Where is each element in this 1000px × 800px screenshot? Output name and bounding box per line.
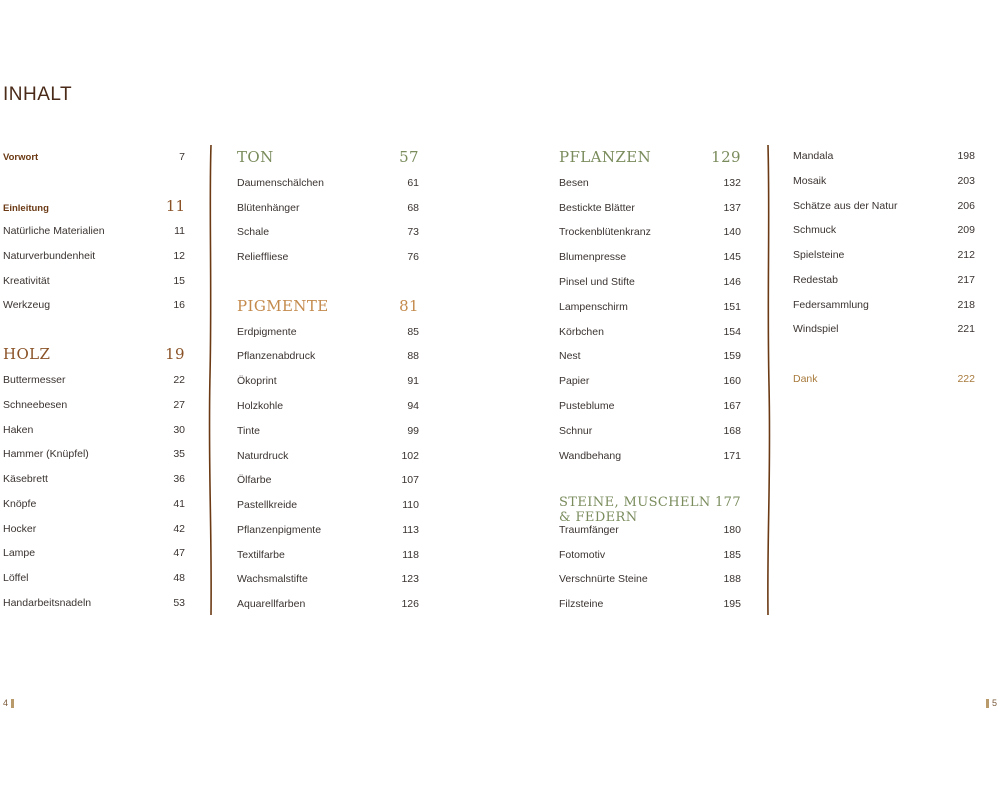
- toc-entry[interactable]: [3, 250, 185, 262]
- toc-entry-label: Ökoprint: [237, 375, 277, 387]
- toc-entry[interactable]: [559, 450, 741, 462]
- page-number-left: [3, 698, 14, 708]
- toc-entry-label: Vorwort: [3, 152, 39, 163]
- toc-entry[interactable]: [3, 448, 185, 460]
- toc-entry[interactable]: [3, 225, 185, 237]
- toc-entry-page: 22: [173, 374, 185, 386]
- toc-entry-label: Textilfarbe: [237, 549, 285, 561]
- toc-entry[interactable]: [559, 549, 741, 561]
- toc-entry[interactable]: [559, 598, 741, 610]
- toc-entry-label: Wandbehang: [559, 450, 622, 462]
- toc-entry[interactable]: [559, 524, 741, 536]
- toc-entry[interactable]: [559, 301, 741, 313]
- toc-entry-label: Dank: [793, 373, 818, 385]
- toc-entry-label: Reliefﬂiese: [237, 251, 289, 263]
- toc-entry-label: Besen: [559, 177, 589, 189]
- toc-entry-label: Trockenblütenkranz: [559, 226, 651, 238]
- toc-entry-page: 217: [957, 274, 975, 286]
- toc-entry-page: 7: [179, 151, 185, 163]
- toc-entry-page: 41: [173, 498, 185, 510]
- toc-entry[interactable]: [559, 251, 741, 263]
- toc-entry-label: Lampe: [3, 547, 36, 559]
- toc-entry-page: 151: [723, 301, 741, 313]
- toc-entry-label: Käsebrett: [3, 473, 48, 485]
- toc-entry-page: 35: [173, 448, 185, 460]
- toc-entry[interactable]: [237, 177, 419, 189]
- toc-entry-label: Pﬂanzenabdruck: [237, 350, 316, 362]
- toc-entry-page: 76: [407, 251, 419, 263]
- toc-entry[interactable]: [3, 597, 185, 609]
- toc-entry-page: 203: [957, 175, 975, 187]
- toc-entry[interactable]: [559, 425, 741, 437]
- toc-entry-page: 91: [407, 375, 419, 387]
- section-heading-pigmente[interactable]: [237, 297, 419, 315]
- toc-entry-page: 195: [723, 598, 741, 610]
- section-heading-label: TON: [237, 148, 274, 166]
- toc-entry[interactable]: [559, 276, 741, 288]
- toc-entry[interactable]: [237, 450, 419, 462]
- toc-entry-label: Mandala: [793, 150, 834, 162]
- toc-entry-label: Pusteblume: [559, 400, 615, 412]
- toc-entry-page: 206: [957, 200, 975, 212]
- section-heading-ton[interactable]: [237, 148, 419, 166]
- toc-entry-page: 110: [402, 499, 419, 511]
- toc-entry-page: 85: [407, 326, 419, 338]
- toc-entry-page: 221: [957, 323, 975, 335]
- toc-entry-page: 140: [723, 226, 741, 238]
- toc-entry[interactable]: [793, 299, 975, 311]
- column-divider: [208, 145, 214, 615]
- toc-entry-page: 30: [173, 424, 185, 436]
- toc-entry-page: 102: [401, 450, 419, 462]
- toc-entry-page: 12: [173, 250, 185, 262]
- toc-entry[interactable]: [793, 175, 975, 187]
- toc-entry-page: 42: [173, 523, 185, 535]
- toc-entry[interactable]: [3, 424, 185, 436]
- toc-entry-label: Tinte: [237, 425, 260, 437]
- toc-entry-page: 11: [165, 197, 185, 215]
- toc-entry[interactable]: [237, 425, 419, 437]
- toc-entry-label: Kreativität: [3, 275, 50, 287]
- toc-entry[interactable]: [559, 326, 741, 338]
- toc-entry-label: Redestab: [793, 274, 838, 286]
- toc-entry-label: Federsammlung: [793, 299, 869, 311]
- toc-entry-label: Hocker: [3, 523, 37, 535]
- toc-entry-page: 180: [723, 524, 741, 536]
- toc-entry-label: Aquarellfarben: [237, 598, 306, 610]
- toc-entry-label: Pﬂanzenpigmente: [237, 524, 322, 536]
- page-number-value: 4: [3, 698, 9, 708]
- toc-entry-page: 99: [407, 425, 419, 437]
- toc-entry-label: Filzsteine: [559, 598, 604, 610]
- toc-entry-page: 198: [957, 150, 975, 162]
- toc-entry-label: Schätze aus der Natur: [793, 200, 898, 212]
- toc-entry-page: 154: [723, 326, 741, 338]
- toc-entry-page: 126: [401, 598, 419, 610]
- toc-entry[interactable]: [793, 249, 975, 261]
- toc-entry-label: Fotomotiv: [559, 549, 606, 561]
- toc-entry-page: 159: [723, 350, 741, 362]
- toc-entry-label: Schmuck: [793, 224, 837, 236]
- toc-entry-page: 118: [402, 549, 419, 561]
- toc-entry[interactable]: [793, 224, 975, 236]
- toc-entry-label: Buttermesser: [3, 374, 66, 386]
- toc-entry-label: Hammer (Knüpfel): [3, 448, 89, 460]
- toc-entry-label: Schale: [237, 226, 270, 238]
- toc-entry[interactable]: [3, 572, 185, 584]
- toc-entry-label: Mosaik: [793, 175, 827, 187]
- toc-entry-label: Pastellkreide: [237, 499, 298, 511]
- toc-entry-dank[interactable]: [793, 373, 975, 385]
- section-heading-page: 177: [714, 495, 741, 510]
- toc-entry-label: Handarbeitsnadeln: [3, 597, 92, 609]
- toc-entry-page: 145: [723, 251, 741, 263]
- toc-entry[interactable]: [3, 498, 185, 510]
- toc-entry-label: Windspiel: [793, 323, 839, 335]
- toc-entry-page: 222: [957, 373, 975, 385]
- toc-entry-page: 218: [957, 299, 975, 311]
- toc-entry-label: Spielsteine: [793, 249, 845, 261]
- toc-entry-page: 47: [173, 547, 185, 559]
- toc-entry[interactable]: [559, 400, 741, 412]
- page-number-right: [986, 698, 997, 708]
- toc-entry-label: Ölfarbe: [237, 474, 272, 486]
- toc-entry[interactable]: [237, 202, 419, 214]
- toc-entry-page: 146: [723, 276, 741, 288]
- page-title: INHALT: [3, 84, 73, 105]
- toc-entry-page: 171: [723, 450, 741, 462]
- toc-entry-page: 15: [173, 275, 185, 287]
- toc-entry-einleitung[interactable]: [3, 197, 185, 215]
- section-heading-page: 81: [399, 297, 419, 315]
- toc-entry-label: Blumenpresse: [559, 251, 627, 263]
- section-heading-pflanzen[interactable]: [559, 148, 741, 166]
- section-heading-page: 129: [711, 148, 741, 166]
- toc-entry[interactable]: [3, 473, 185, 485]
- page-marker-bar: [11, 699, 14, 708]
- toc-entry-label: Papier: [559, 375, 590, 387]
- section-heading-holz[interactable]: [3, 345, 185, 363]
- toc-entry-label: Körbchen: [559, 326, 604, 338]
- toc-entry[interactable]: [237, 573, 419, 585]
- toc-entry-page: 88: [407, 350, 419, 362]
- toc-entry[interactable]: [559, 226, 741, 238]
- toc-entry[interactable]: [237, 400, 419, 412]
- toc-entry-page: 168: [723, 425, 741, 437]
- toc-entry[interactable]: [3, 275, 185, 287]
- toc-entry[interactable]: [793, 200, 975, 212]
- toc-entry[interactable]: [237, 375, 419, 387]
- toc-entry[interactable]: [3, 523, 185, 535]
- toc-entry[interactable]: [793, 274, 975, 286]
- toc-entry-label: Naturdruck: [237, 450, 289, 462]
- toc-entry-page: 36: [173, 473, 185, 485]
- toc-entry-page: 188: [723, 573, 741, 585]
- toc-entry-label: Einleitung: [3, 203, 49, 214]
- toc-entry[interactable]: [3, 399, 185, 411]
- toc-entry-label: Lampenschirm: [559, 301, 628, 313]
- toc-entry[interactable]: [3, 299, 185, 311]
- toc-entry-page: 48: [173, 572, 185, 584]
- toc-entry-page: 113: [402, 524, 419, 536]
- toc-entry[interactable]: [559, 350, 741, 362]
- toc-entry-page: 209: [957, 224, 975, 236]
- toc-entry-page: 53: [173, 597, 185, 609]
- toc-entry[interactable]: [793, 323, 975, 335]
- toc-entry-label: Verschnürte Steine: [559, 573, 648, 585]
- section-heading-label: HOLZ: [3, 345, 51, 363]
- toc-entry-label: Wachsmalstifte: [237, 573, 308, 585]
- toc-entry-label: Knöpfe: [3, 498, 37, 510]
- toc-entry-page: 94: [407, 400, 419, 412]
- toc-entry[interactable]: [237, 326, 419, 338]
- toc-entry-page: 185: [723, 549, 741, 561]
- toc-entry-label: Natürliche Materialien: [3, 225, 105, 237]
- toc-entry-page: 16: [173, 299, 185, 311]
- toc-entry[interactable]: [3, 547, 185, 559]
- toc-entry-label: Blütenhänger: [237, 202, 300, 214]
- toc-entry-page: 160: [723, 375, 741, 387]
- column-divider: [765, 145, 771, 615]
- toc-entry-label: Schneebesen: [3, 399, 68, 411]
- toc-entry[interactable]: [3, 374, 185, 386]
- toc-entry[interactable]: [237, 549, 419, 561]
- toc-entry-label: Haken: [3, 424, 34, 436]
- toc-entry-page: 107: [401, 474, 419, 486]
- toc-entry-label: Löffel: [3, 572, 29, 584]
- toc-entry-label: Pinsel und Stifte: [559, 276, 635, 288]
- toc-entry-vorwort[interactable]: [3, 151, 185, 163]
- toc-entry-page: 27: [173, 399, 185, 411]
- toc-entry[interactable]: [559, 375, 741, 387]
- toc-entry-page: 123: [401, 573, 419, 585]
- toc-entry-label: Daumenschälchen: [237, 177, 324, 189]
- toc-entry[interactable]: [559, 177, 741, 189]
- toc-entry-page: 132: [723, 177, 741, 189]
- section-heading-steine-muscheln-federn[interactable]: [559, 495, 741, 525]
- page-marker-bar: [986, 699, 989, 708]
- toc-entry-page: 167: [723, 400, 741, 412]
- toc-entry[interactable]: [237, 350, 419, 362]
- toc-entry[interactable]: [793, 150, 975, 162]
- toc-entry-page: 61: [407, 177, 419, 189]
- toc-entry[interactable]: [237, 598, 419, 610]
- toc-entry-label: Naturverbundenheit: [3, 250, 96, 262]
- section-heading-page: 57: [399, 148, 419, 166]
- toc-entry-label: Traumfänger: [559, 524, 619, 536]
- toc-entry[interactable]: [237, 251, 419, 263]
- toc-entry-label: Nest: [559, 350, 581, 362]
- toc-entry-label: Erdpigmente: [237, 326, 297, 338]
- toc-entry[interactable]: [559, 202, 741, 214]
- toc-entry[interactable]: [237, 474, 419, 486]
- toc-entry-page: 73: [407, 226, 419, 238]
- toc-entry[interactable]: [237, 499, 419, 511]
- section-heading-page: 19: [165, 345, 185, 363]
- toc-entry-page: 212: [957, 249, 975, 261]
- toc-entry[interactable]: [559, 573, 741, 585]
- toc-entry[interactable]: [237, 226, 419, 238]
- toc-entry-page: 68: [407, 202, 419, 214]
- section-heading-label: STEINE, MUSCHELN & FEDERN: [559, 495, 711, 525]
- toc-entry-label: Bestickte Blätter: [559, 202, 635, 214]
- toc-entry-page: 11: [174, 225, 185, 237]
- toc-entry[interactable]: [237, 524, 419, 536]
- section-heading-label: PIGMENTE: [237, 297, 329, 315]
- toc-entry-label: Holzkohle: [237, 400, 284, 412]
- page-number-value: 5: [991, 698, 997, 708]
- section-heading-label: PFLANZEN: [559, 148, 652, 166]
- toc-entry-label: Schnur: [559, 425, 593, 437]
- toc-entry-page: 137: [723, 202, 741, 214]
- toc-entry-label: Werkzeug: [3, 299, 51, 311]
